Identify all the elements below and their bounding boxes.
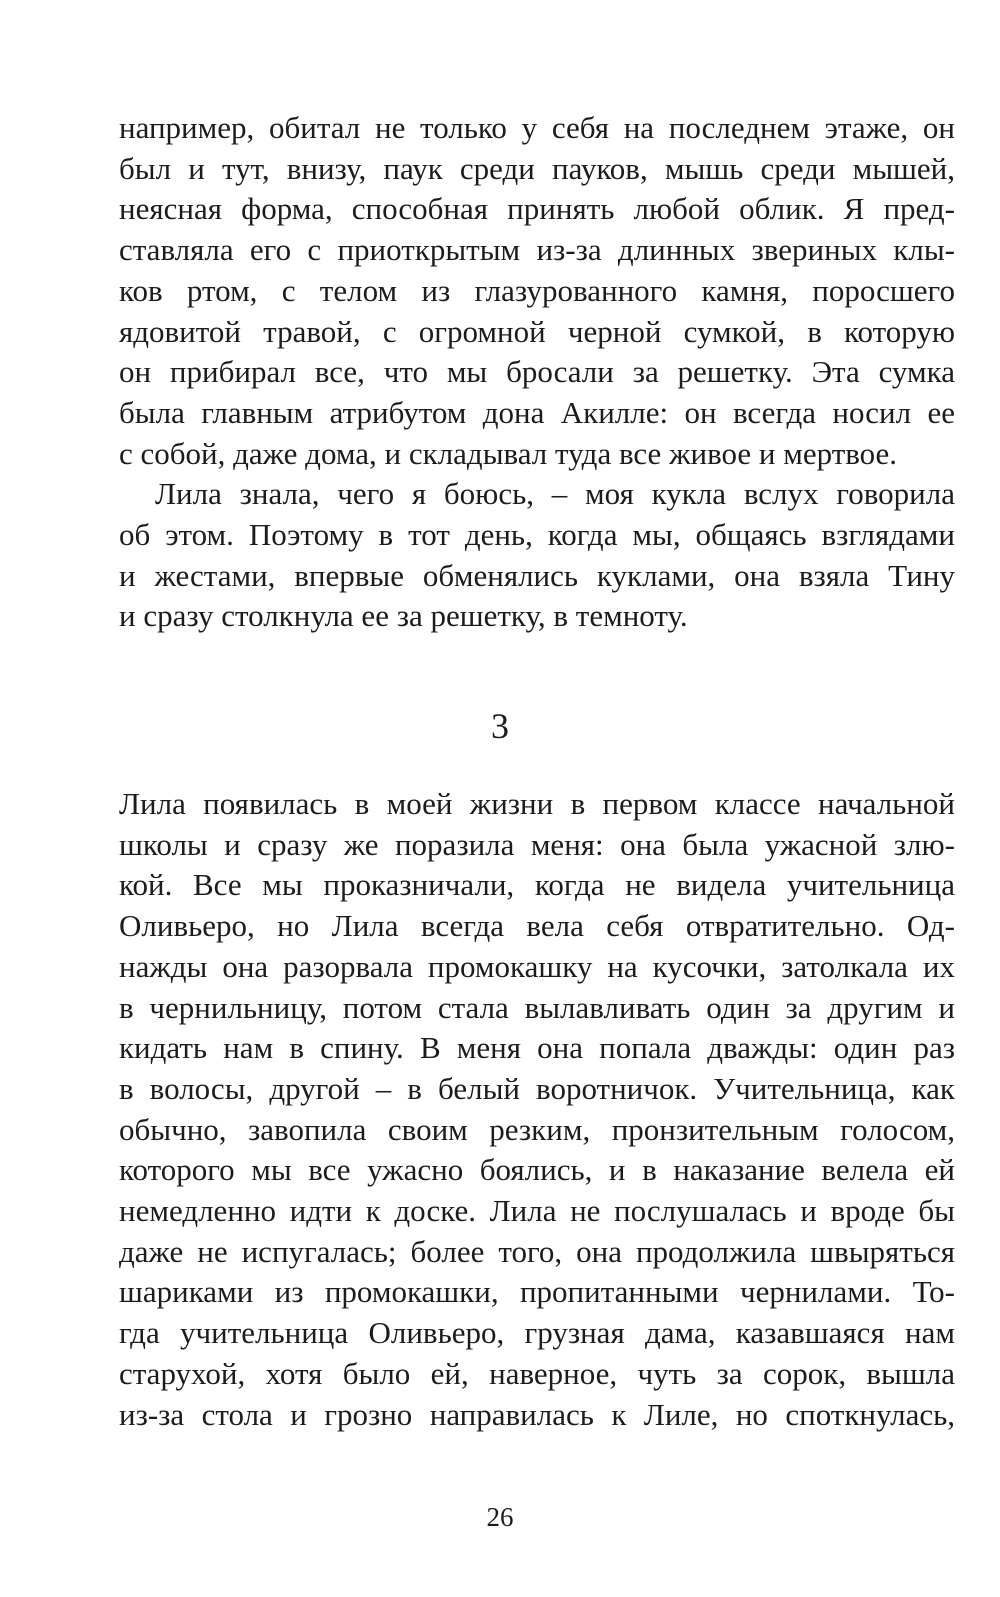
text-line: Лила появилась в моей жизни в первом классе начальной — [119, 786, 955, 821]
text-line: он прибирал все, что мы бросали за решетку. Эта сумка — [119, 354, 955, 390]
text-line: с собой, даже дома, и складывал туда все живое и мертвое. — [119, 435, 898, 471]
text-line: из-за стола и грозно направилась к Лиле, но споткнулась, — [119, 1396, 955, 1432]
text-line: шариками из промокашки, пропитанными чернилами. То- — [119, 1274, 955, 1310]
text-line: ядовитой травой, с огромной черной сумкой, в которую — [119, 313, 955, 349]
text-line: кидать нам в спину. В меня она попала дважды: один раз — [119, 1030, 955, 1066]
text-line: школы и сразу же поразила меня: она была ужасной злю- — [119, 826, 955, 862]
text-line: даже не испугалась; более того, она продолжила швыряться — [119, 1233, 955, 1269]
text-line: и жестами, впервые обменялись куклами, она взяла Тину — [119, 557, 955, 593]
text-line: обычно, завопила своим резким, пронзительным голосом, — [119, 1111, 955, 1147]
text-line: была главным атрибутом дона Акилле: он всегда носил ее — [119, 394, 955, 430]
text-line: гда учительница Оливьеро, грузная дама, казавшаяся нам — [119, 1315, 955, 1351]
text-line: ставляла его с приоткрытым из-за длинных звериных клы- — [119, 232, 955, 268]
text-line: Лила знала, чего я боюсь, – моя кукла вслух говорила — [155, 476, 955, 512]
chapter-number: 3 — [491, 706, 509, 746]
text-line: нажды она разорвала промокашку на кусочки, затолкала их — [119, 948, 955, 984]
paragraph-continuation — [119, 108, 955, 637]
chapter-body — [119, 784, 955, 1435]
text-line: и сразу столкнула ее за решетку, в темноту. — [119, 598, 688, 634]
text-line: немедленно идти к доске. Лила не послушалась и вроде бы — [119, 1193, 955, 1229]
text-line: например, обитал не только у себя на последнем этаже, он — [119, 110, 955, 145]
text-line: Оливьеро, но Лила всегда вела себя отвратительно. Од- — [119, 908, 955, 944]
text-line: кой. Все мы проказничали, когда не видела учительница — [119, 867, 955, 903]
text-line: в волосы, другой – в белый воротничок. Учительница, как — [119, 1070, 955, 1106]
text-line: об этом. Поэтому в тот день, когда мы, общаясь взглядами — [119, 517, 955, 553]
text-line: был и тут, внизу, паук среди пауков, мышь среди мышей, — [119, 150, 955, 186]
page-number: 26 — [486, 1502, 514, 1532]
text-line: неясная форма, способная принять любой облик. Я пред- — [119, 191, 955, 227]
text-line: ков ртом, с телом из глазурованного камня, поросшего — [119, 272, 955, 308]
text-line: старухой, хотя было ей, наверное, чуть за сорок, вышла — [119, 1355, 955, 1391]
text-line: в чернильницу, потом стала вылавливать один за другим и — [119, 989, 955, 1025]
text-line: которого мы все ужасно боялись, и в наказание велела ей — [119, 1152, 955, 1188]
